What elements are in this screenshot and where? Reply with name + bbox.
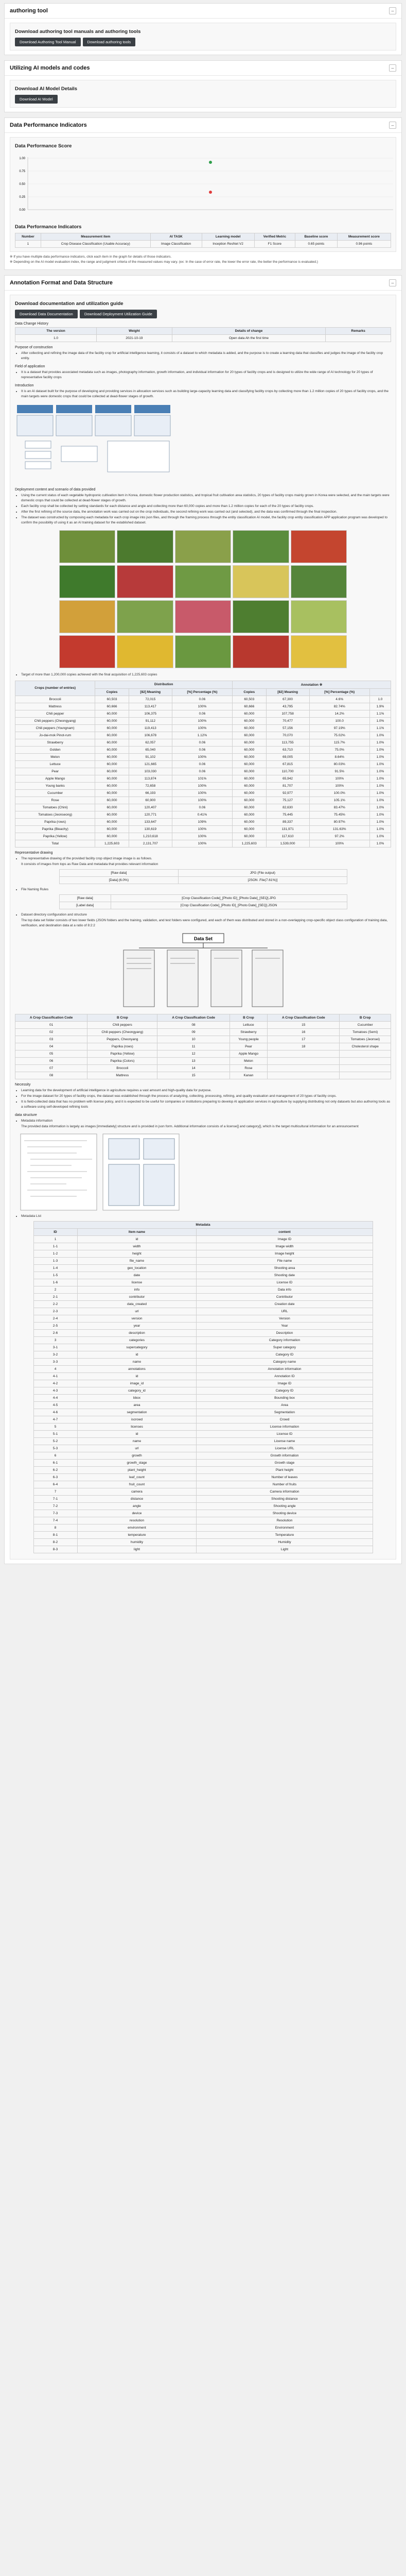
process-diagram <box>15 403 174 480</box>
distribution-table: Crops (number of entries) Distribution Annotation ※ Copies [82] Meaning [%] Percentage (%) Copies [82] Meaning [%] Percentage (%) Broccoli 60,503 72,015 0.06 60,503 67,300 4.6% 1.0 Mattress 60,666 113,417 100% 60,666 43,795 82.74% 1.9% Chili pepper 60,000 106,375 0.06 60,000 107,758 14.2% 1.1% Chili peppers (Cheongyang) 60,000 91,112 100% 60,000 70,477 100.0 1.0% Chili peppers (Youngnam) 60,000 119,413 100% 60,000 57,156 97.19% 1.1% Jo-dai-mok Pinot-rum 60,000 106,678 1.12% 60,000 70,070 75.02% 1.0% Strawberry 60,000 62,057 0.06 60,000 113,755 115.7% 1.0% Golden 60,000 65,040 0.06 60,000 63,710 75.0% 1.0% Melon 60,000 91,102 100% 60,000 69,005 8.64% 1.0% Lettuce 60,000 121,665 0.06 60,000 67,815 80.03% 1.0% Pear 60,000 103,030 0.06 60,000 110,700 91.5% 1.0% Apple Mango 60,000 113,874 101% 60,000 65,942 100% 1.0% Young banks 60,000 72,658 100% 60,000 81,707 100% 1.0% Cucumber 60,000 66,193 100% 60,000 92,977 100.0% 1.0% Rose 60,000 60,900 100% 60,000 75,127 105.1% 1.0% Tomatoes (Chini) 60,000 120,407 0.06 60,000 82,630 83.47% 1.0% Tomatoes (Jeonseong) 60,000 120,771 0.41% 60,000 75,445 75.45% 1.0% Paprika (rows) 60,000 133,647 109% 60,000 89,337 80.97% 1.0% Paprika (Bleachy) 60,000 130,619 100% 60,000 131,971 131.63% 1.0% Paprika (Yellow) 60,000 1,210,618 100% 60,000 117,610 97.2% 1.0% Total 1,225,603 2,131,707 100% 1,225,603 1,539,000 100% 1.0% <box>15 681 391 848</box>
metadata-row: 7-2 angle Shooting angle <box>33 1503 373 1510</box>
distribution-row: Mattress 60,666 113,417 100% 60,666 43,795 82.74% 1.9% <box>15 703 391 710</box>
collapse-icon[interactable]: – <box>389 122 396 129</box>
purpose-heading: Purpose of construction <box>15 345 53 349</box>
distribution-row: Lettuce 60,000 121,665 0.06 60,000 67,815 80.03% 1.0% <box>15 760 391 768</box>
section-heading: Download authoring tool manuals and authoring tools <box>15 29 141 35</box>
y-tick-label: 0.25 <box>19 196 25 199</box>
crop-code-row: 05 Paprika (Yellow) 12 Apple Mango <box>15 1050 391 1057</box>
metadata-row: 3-3 name Category name <box>33 1359 373 1366</box>
download-ai-model-button[interactable]: Download AI Model <box>15 95 58 104</box>
measurement-point[interactable] <box>209 161 212 164</box>
metadata-row: 1-2 height Image height <box>33 1250 373 1258</box>
metadata-row: 5-1 id License ID <box>33 1431 373 1438</box>
metadata-row: 7-4 resolution Resolution <box>33 1517 373 1524</box>
intro-heading: Introduction <box>15 384 34 388</box>
distribution-row: Tomatoes (Jeonseong) 60,000 120,771 0.41% 60,000 75,445 75.45% 1.0% <box>15 811 391 818</box>
section-title: Annotation Format and Data Structure <box>10 279 113 286</box>
metadata-row: 1-1 width Image width <box>33 1243 373 1250</box>
download-guide-button[interactable]: Download Deployment Utilization Guide <box>80 310 157 318</box>
distribution-row: Pear 60,000 103,030 0.06 60,000 110,700 91.5% 1.0% <box>15 768 391 775</box>
distribution-row: Paprika (Bleachy) 60,000 130,619 100% 60,000 131,971 131.63% 1.0% <box>15 825 391 833</box>
metadata-row: 6-2 plant_height Plant height <box>33 1467 373 1474</box>
structure-images <box>20 1133 391 1211</box>
necessity-heading: Necessity <box>15 1082 31 1087</box>
metadata-row: 6-1 growth_stage Growth stage <box>33 1460 373 1467</box>
crop-code-row: 01 Chili peppers 08 Lettuce 15 Cucumber <box>15 1021 391 1028</box>
metadata-row: 7 camera Camera information <box>33 1488 373 1496</box>
metadata-row: 2-5 year Year <box>33 1323 373 1330</box>
dataset-heading: • Dataset directory configuration and structure <box>21 912 391 918</box>
performance-table: Number Measurement item AI TASK Learning model Verified Metric Baseline score Measurement score 1 Crop Disease Classification (Usable Accuracy) Image Classification Inception ResNet V2 F1 Score 0.65 points 0.96 points <box>15 233 391 248</box>
y-tick-label: 0.50 <box>19 183 25 186</box>
structure-heading: data structure <box>15 1113 37 1117</box>
tree-title: Data Set <box>193 936 213 941</box>
metadata-row: 8-2 humidity Humidity <box>33 1539 373 1546</box>
naming-table: [Raw data] [Crop Classification Code]_[Photo ID]_[Photo Date]_[SEQ].JPG [Label data] [Crop Classification Code]_[Photo ID]_[Photo Date]_[SEQ].JSON <box>59 894 347 909</box>
metadata-row: 4-7 iscrowd Crowd <box>33 1416 373 1423</box>
crop-code-table: A Crop Classification Code B Crop A Crop Classification Code B Crop A Crop Classification Code B Crop 01 Chili peppers 08 Lettuce 15 Cucumber 02 Chili peppers (Cheongyang) 09 Strawberry 16 Tomatoes (Semi) 03 Peppers, Cheonyang 10 Young people 17 Tomatoes (Jeonsei) 04 Paprika (rows) 11 Pear 18 Cholesterol shape 05 Paprika (Yellow) 12 Apple Mango 06 Paprika (Colors) 13 Melon 07 Broccoli 14 Rose 08 Mattress 15 Kanan <box>15 1014 391 1079</box>
authoring-tool-card <box>4 3 402 55</box>
crop-code-row: 06 Paprika (Colors) 13 Melon <box>15 1057 391 1064</box>
metadata-row: 1-4 geo_location Shooting area <box>33 1265 373 1272</box>
metadata-row: 2-1 contributor Contributor <box>33 1294 373 1301</box>
metadata-row: 2-4 version Version <box>33 1315 373 1323</box>
download-authoring-tools-button[interactable]: Download authoring tools <box>83 38 136 46</box>
fields-heading: Field of application <box>15 364 45 368</box>
download-manual-button[interactable]: Download Authoring Tool Manual <box>15 38 81 46</box>
y-tick-label: 1.00 <box>19 157 25 160</box>
distribution-row: Young banks 60,000 72,658 100% 60,000 81,707 100% 1.0% <box>15 782 391 789</box>
metadata-row: 4 annotations Annotation information <box>33 1366 373 1373</box>
note: ※ If you have multiple data performance indicators, click each item in the graph for details of those indicators. <box>10 255 172 259</box>
dataset-tree-diagram <box>118 933 288 1010</box>
intro-text: • It is an AI dataset built for the purpose of developing and providing services in allocation services such as building large-capacity learning data and classifying facility crops by collecting more than 1.2 million copies of 20 types of facility crops, and the main targets were domestic crops that could be collected at dead-flower stages of growth. <box>21 389 391 399</box>
metadata-row: 1-3 file_name File name <box>33 1258 373 1265</box>
metadata-row: 4-5 area Area <box>33 1402 373 1409</box>
distribution-row: Jo-dai-mok Pinot-rum 60,000 106,678 1.12% 60,000 70,070 75.02% 1.0% <box>15 732 391 739</box>
metadata-row: 3 categories Category information <box>33 1337 373 1344</box>
metadata-row: 7-1 distance Shooting distance <box>33 1496 373 1503</box>
metadata-row: 1-5 date Shooting date <box>33 1272 373 1279</box>
distribution-row: Melon 60,000 91,102 100% 60,000 69,005 8.64% 1.0% <box>15 753 391 760</box>
distribution-row: Chili peppers (Cheongyang) 60,000 91,112 100% 60,000 70,477 100.0 1.0% <box>15 717 391 724</box>
distribution-row: Paprika (rows) 60,000 133,647 109% 60,000 89,337 80.97% 1.0% <box>15 818 391 825</box>
download-documentation-button[interactable]: Download Data Documentation <box>15 310 78 318</box>
annotation-card: Annotation Format and Data Structure – Download documentation and utilization guide Download Data Documentation Download Deployment Utilization Guide Data Change History The version Weight Details of change Remarks 1.0 2021-10-19 Open data Ah the first time Purpose of construction • After collecting and refining the image data of the facility crop for artificial intelligence learning, it consists of a dataset to which metadata is added, and the purpose is to create a learning data that classifies and judges the image of the facility crop entity. Field of application • It is a dataset that provides associated metadata such as images, photography information, growth information, and individual information for 20 types of facility crops and is designed to utilize the wide range of AI technology for 20 types of representative facility crops Introduction • It is an AI dataset built for the purpose of developing and providing services in allocation services such as building large-capacity learning data and classifying facility crops by collecting more than 1.2 million copies of 20 types of facility crops, and the main targets were domestic crops that could be collected at dead-flower stages of growth. Deployment content and scenario of data provided • Using the current status of each vegetable hydroponic cultivation item in Korea, domestic flower production statistics, and tropical fruit cultivation area statistics, 20 types of facility crops mainly grown in Korea were selected, and the main targets were domestic crops that could be collected at dead-flower stages of growth. • Each facility crop shall be collected by setting standards for each distance and angle and collecting more than 60,000 copies and more than 1.2 million copies for each of the 20 types of facility crops. • After the first refining of the source data, the annotation work was carried out on the crop individuals, the second refining work was carried out (and selected), and the data was confirmed through the final inspection. • The dataset was constructed by composing each metadata for each crop image into json files, and through the framing process through the entity classification AI model, the facility crop entity classification APP application program was developed to confirm the possibility of using it as an AI training dataset for the established dataset. • Target of more than 1,200,000 copies achieved with the final acquisition of 1,225,603 copies Crops (number of entries) Distribution Annotation ※ Copies [82] Meaning [%] Percentage (%) Copies [82] Meaning [%] Percentage (%) Broccoli 60,503 72,015 0.06 60,503 67,300 4.6% 1.0 Mattress 60,666 113,417 100% 60,666 43,795 82.74% 1.9% Chili pepper 60,000 106,375 0.06 60,000 107,758 14.2% 1.1% Chili peppers (Cheongyang) 60,000 91,112 100% 60,000 70,477 100.0 1.0% Chili peppers (Youngnam) 60,000 119,413 100% 60,000 57,156 97.19% 1.1% Jo-dai-mok Pinot-rum 60,000 106,678 1.12% 60,000 70,070 75.02% 1.0% Strawberry 60,000 62,057 0.06 60,000 113,755 115.7% 1.0% Golden 60,000 65,040 0.06 60,000 63,710 75.0% 1.0% Melon 60,000 91,102 100% 60,000 69,005 8.64% 1.0% Lettuce 60,000 121,665 0.06 60,000 67,815 80.03% 1.0% Pear 60,000 103,030 0.06 60,000 110,700 91.5% 1.0% Apple Mango 60,000 113,874 101% 60,000 65,942 100% 1.0% Young banks 60,000 72,658 100% 60,000 81,707 100% 1.0% Cucumber 60,000 66,193 100% 60,000 92,977 100.0% 1.0% Rose 60,000 60,900 100% 60,000 75,127 105.1% 1.0% Tomatoes (Chini) 60,000 120,407 0.06 60,000 82,630 83.47% 1.0% Tomatoes (Jeonseong) 60,000 120,771 0.41% 60,000 75,445 75.45% 1.0% Paprika (rows) 60,000 133,647 109% 60,000 89,337 80.97% 1.0% Paprika (Bleachy) 60,000 130,619 100% 60,000 131,971 131.63% 1.0% Paprika (Yellow) 60,000 1,210,618 100% 60,000 117,610 97.2% 1.0% Total 1,225,603 2,131,707 100% 1,225,603 1,539,000 100% 1.0% Representative drawing • The representative drawing of the provided facility crop object image image is as follows. It consists of images from tops as Raw Data and metadata that provides relevant information [Raw data] JPG (File output) [Data] (6.0%) [JSON .File(7.61%)] • File Naming Rules [Raw data] [Crop Classification Code]_[Photo ID]_[Photo Date]_[SEQ].JPG [Label data] [Crop Classification Code]_[Photo ID]_[Photo Date]_[SEQ].JSON • Dataset directory configuration and structure The top data set folder consists of two lower fields (JSON folders and the training, validation, and test folders were configured, and each of them was distributed and stored in a non-overlapping crop-specific object class configuration of training data, verification, and destination data at a ratio of 8:2:2 Data Set A Crop Classification Code B Crop A Crop Classification Code B Crop A Crop Classification Code B Crop 01 Chili peppers 08 Lettuce 15 Cucumber 02 Chili peppers (Cheongyang) 09 Strawberry 16 Tomatoes (Semi) 03 Peppers, Cheonyang 10 Young people 17 Tomatoes (Jeonsei) 04 Paprika (rows) 11 Pear 18 Cholesterol shape 05 Paprika (Yellow) 12 Apple Mango 06 Paprika (Colors) 13 Melon 07 Broccoli 14 Rose 08 Mattress 15 Kanan Necessity • Learning data for the development of artificial intelligence in agriculture requires a vast amount and high-quality data for purpose. • For the image dataset for 20 types of facility crops, the dataset was established through the process of analyzing, collecting, processing, refining, and quality evaluation and management of 20 types of facility crops. • It is field-collected data that has no problem with license policy, and it is expected to be useful for companies or institutions preparing to develop AI application services in agriculture by supplying distributing not only datasets but also authoring tools as a software using self-developed refining tools data structure • Metadata information The provided data information is largely as images [immediately] structure and is provided in json form. Additional information consists of a license[] and category[], which is the target multicultural information for an announcement • Metadata List Metadata ID Item name content 1 id Image ID 1-1 width Image width 1-2 height Image height 1-3 file_name File name 1-4 geo_location Shooting area 1-5 date Shooting date 1-6 license License ID 2 info Data info 2-1 contributor Contributor 2-2 data_created Creation date 2-3 url URL 2-4 version Version 2-5 year Year 2-6 description Description 3 categories Category information 3-1 supercategory Super category 3-2 id Category ID 3-3 name Category name 4 annotations Annotation information 4-1 id Annotation ID 4-2 image_id Image ID 4-3 category_id Category ID 4-4 bbox Bounding box 4-5 area Area 4-6 segmentation Segmentation 4-7 iscrowd Crowd 5 licenses License information 5-1 id License ID 5-2 name License name 5-3 url License URL 6 growth Growth information 6-1 growth_stage Growth stage 6-2 plant_height Plant height 6-3 leaf_count Number of leaves 6-4 fruit_count Number of fruits 7 camera Camera information 7-1 distance Shooting distance 7-2 angle Shooting angle 7-3 device Shooting device 7-4 resolution Resolution 8 environment Environment 8-1 temperature Temperature 8-2 humidity Humidity 8-3 light Light <box>4 275 402 1565</box>
crop-code-row: 08 Mattress 15 Kanan <box>15 1072 391 1079</box>
metadata-row: 2-2 data_created Creation date <box>33 1301 373 1308</box>
change-history-table: The version Weight Details of change Remarks 1.0 2021-10-19 Open data Ah the first time <box>15 327 391 342</box>
distribution-row: Golden 60,000 65,040 0.06 60,000 63,710 75.0% 1.0% <box>15 746 391 753</box>
metadata-row: 2 info Data info <box>33 1286 373 1294</box>
metadata-row: 4-3 category_id Category ID <box>33 1387 373 1395</box>
note: ※ Depending on the AI model evaluation index, the range and judgment criteria of the measured values may vary. (ex: In the case of error rate, the lower the error rate, the better the performance is evaluated.) <box>10 260 318 264</box>
metadata-row: 6 growth Growth information <box>33 1452 373 1460</box>
metadata-row: 4-2 image_id Image ID <box>33 1380 373 1387</box>
fields-text: • It is a dataset that provides associated metadata such as images, photography information, growth information, and individual information for 20 types of facility crops and is designed to utilize the wide range of AI technology for 20 types of representative facility crops <box>21 370 391 380</box>
crop-code-row: 07 Broccoli 14 Rose <box>15 1064 391 1072</box>
y-tick-label: 0.75 <box>19 170 25 173</box>
score-title: Data Performance Score <box>15 143 72 149</box>
baseline-point[interactable] <box>209 191 212 194</box>
collapse-icon[interactable]: – <box>389 279 396 286</box>
distribution-row: Paprika (Yellow) 60,000 1,210,618 100% 60,000 117,610 97.2% 1.0% <box>15 833 391 840</box>
metadata-table: Metadata ID Item name content 1 id Image ID 1-1 width Image width 1-2 height Image height 1-3 file_name File name 1-4 geo_location Shooting area 1-5 date Shooting date 1-6 license License ID 2 info Data info 2-1 contributor Contributor 2-2 data_created Creation date 2-3 url URL 2-4 version Version 2-5 year Year 2-6 description Description 3 categories Category information 3-1 supercategory Super category 3-2 id Category ID 3-3 name Category name 4 annotations Annotation information 4-1 id Annotation ID 4-2 image_id Image ID 4-3 category_id Category ID 4-4 bbox Bounding box 4-5 area Area 4-6 segmentation Segmentation 4-7 iscrowd Crowd 5 licenses License information 5-1 id License ID 5-2 name License name 5-3 url License URL 6 growth Growth information 6-1 growth_stage Growth stage 6-2 plant_height Plant height 6-3 leaf_count Number of leaves 6-4 fruit_count Number of fruits 7 camera Camera information 7-1 distance Shooting distance 7-2 angle Shooting angle 7-3 device Shooting device 7-4 resolution Resolution 8 environment Environment 8-1 temperature Temperature 8-2 humidity Humidity 8-3 light Light <box>33 1221 373 1553</box>
metadata-row: 6-4 fruit_count Number of fruits <box>33 1481 373 1488</box>
crop-code-row: 04 Paprika (rows) 11 Pear 18 Cholesterol shape <box>15 1043 391 1050</box>
deploy-heading: Deployment content and scenario of data provided <box>15 488 96 492</box>
y-tick-label: 0.00 <box>19 209 25 212</box>
metadata-row: 5-3 url License URL <box>33 1445 373 1452</box>
distribution-row: Chili pepper 60,000 106,375 0.06 60,000 107,758 14.2% 1.1% <box>15 710 391 717</box>
metadata-row: 1 id Image ID <box>33 1236 373 1243</box>
collapse-icon[interactable]: – <box>389 64 396 72</box>
metadata-row: 3-1 supercategory Super category <box>33 1344 373 1351</box>
section-heading: Download AI Model Details <box>15 86 78 92</box>
metadata-row: 5-2 name License name <box>33 1438 373 1445</box>
target-line: • Target of more than 1,200,000 copies achieved with the final acquisition of 1,225,603 copies <box>21 672 391 677</box>
distribution-row: Rose 60,000 60,900 100% 60,000 75,127 105.1% 1.0% <box>15 796 391 804</box>
crop-photo-grid <box>59 530 347 668</box>
change-history-label: Data Change History <box>15 321 48 326</box>
metadata-row: 8-3 light Light <box>33 1546 373 1553</box>
metadata-row: 1-6 license License ID <box>33 1279 373 1286</box>
metadata-row: 2-6 description Description <box>33 1330 373 1337</box>
metadata-heading: • Metadata List <box>21 1214 391 1219</box>
metadata-row: 8-1 temperature Temperature <box>33 1532 373 1539</box>
distribution-row: Apple Mango 60,000 113,874 101% 60,000 65,942 100% 1.0% <box>15 775 391 782</box>
crop-code-row: 03 Peppers, Cheonyang 10 Young people 17 Tomatoes (Jeonsei) <box>15 1036 391 1043</box>
metadata-row: 3-2 id Category ID <box>33 1351 373 1359</box>
distribution-row: Tomatoes (Chini) 60,000 120,407 0.06 60,000 82,630 83.47% 1.0% <box>15 804 391 811</box>
ai-models-card <box>4 60 402 112</box>
metadata-row: 4-4 bbox Bounding box <box>33 1395 373 1402</box>
metadata-row: 6-3 leaf_count Number of leaves <box>33 1474 373 1481</box>
distribution-row: Total 1,225,603 2,131,707 100% 1,225,603 1,539,000 100% 1.0% <box>15 840 391 847</box>
score-chart[interactable] <box>15 152 396 219</box>
crop-code-row: 02 Chili peppers (Cheongyang) 09 Strawberry 16 Tomatoes (Semi) <box>15 1028 391 1036</box>
distribution-row: Strawberry 60,000 62,057 0.06 60,000 113,755 115.7% 1.0% <box>15 739 391 746</box>
metadata-row: 5 licenses License information <box>33 1423 373 1431</box>
naming-heading: • File Naming Rules <box>21 887 391 892</box>
performance-card <box>4 117 402 270</box>
metadata-row: 2-3 url URL <box>33 1308 373 1315</box>
section-title: Data Performance Indicators <box>10 122 87 128</box>
table-title: Data Performance Indicators <box>15 224 82 230</box>
distribution-row: Cucumber 60,000 66,193 100% 60,000 92,977 100.0% 1.0% <box>15 789 391 796</box>
purpose-text: • After collecting and refining the image data of the facility crop for artificial intelligence learning, it consists of a dataset to which metadata is added, and the purpose is to create a learning data that classifies and judges the image of the facility crop entity. <box>21 351 391 361</box>
metadata-row: 4-6 segmentation Segmentation <box>33 1409 373 1416</box>
rep-table: [Raw data] JPG (File output) [Data] (6.0%) [JSON .File(7.61%)] <box>59 869 347 884</box>
metadata-row: 8 environment Environment <box>33 1524 373 1532</box>
section-heading: Download documentation and utilization guide <box>15 300 123 307</box>
distribution-row: Chili peppers (Youngnam) 60,000 119,413 100% 60,000 57,156 97.19% 1.1% <box>15 724 391 732</box>
distribution-row: Broccoli 60,503 72,015 0.06 60,503 67,300 4.6% 1.0 <box>15 696 391 703</box>
rep-heading: Representative drawing <box>15 851 53 855</box>
section-title: Utilizing AI models and codes <box>10 65 90 71</box>
metadata-row: 4-1 id Annotation ID <box>33 1373 373 1380</box>
section-title: authoring tool <box>10 8 48 14</box>
metadata-row: 7-3 device Shooting device <box>33 1510 373 1517</box>
collapse-icon[interactable]: – <box>389 7 396 14</box>
